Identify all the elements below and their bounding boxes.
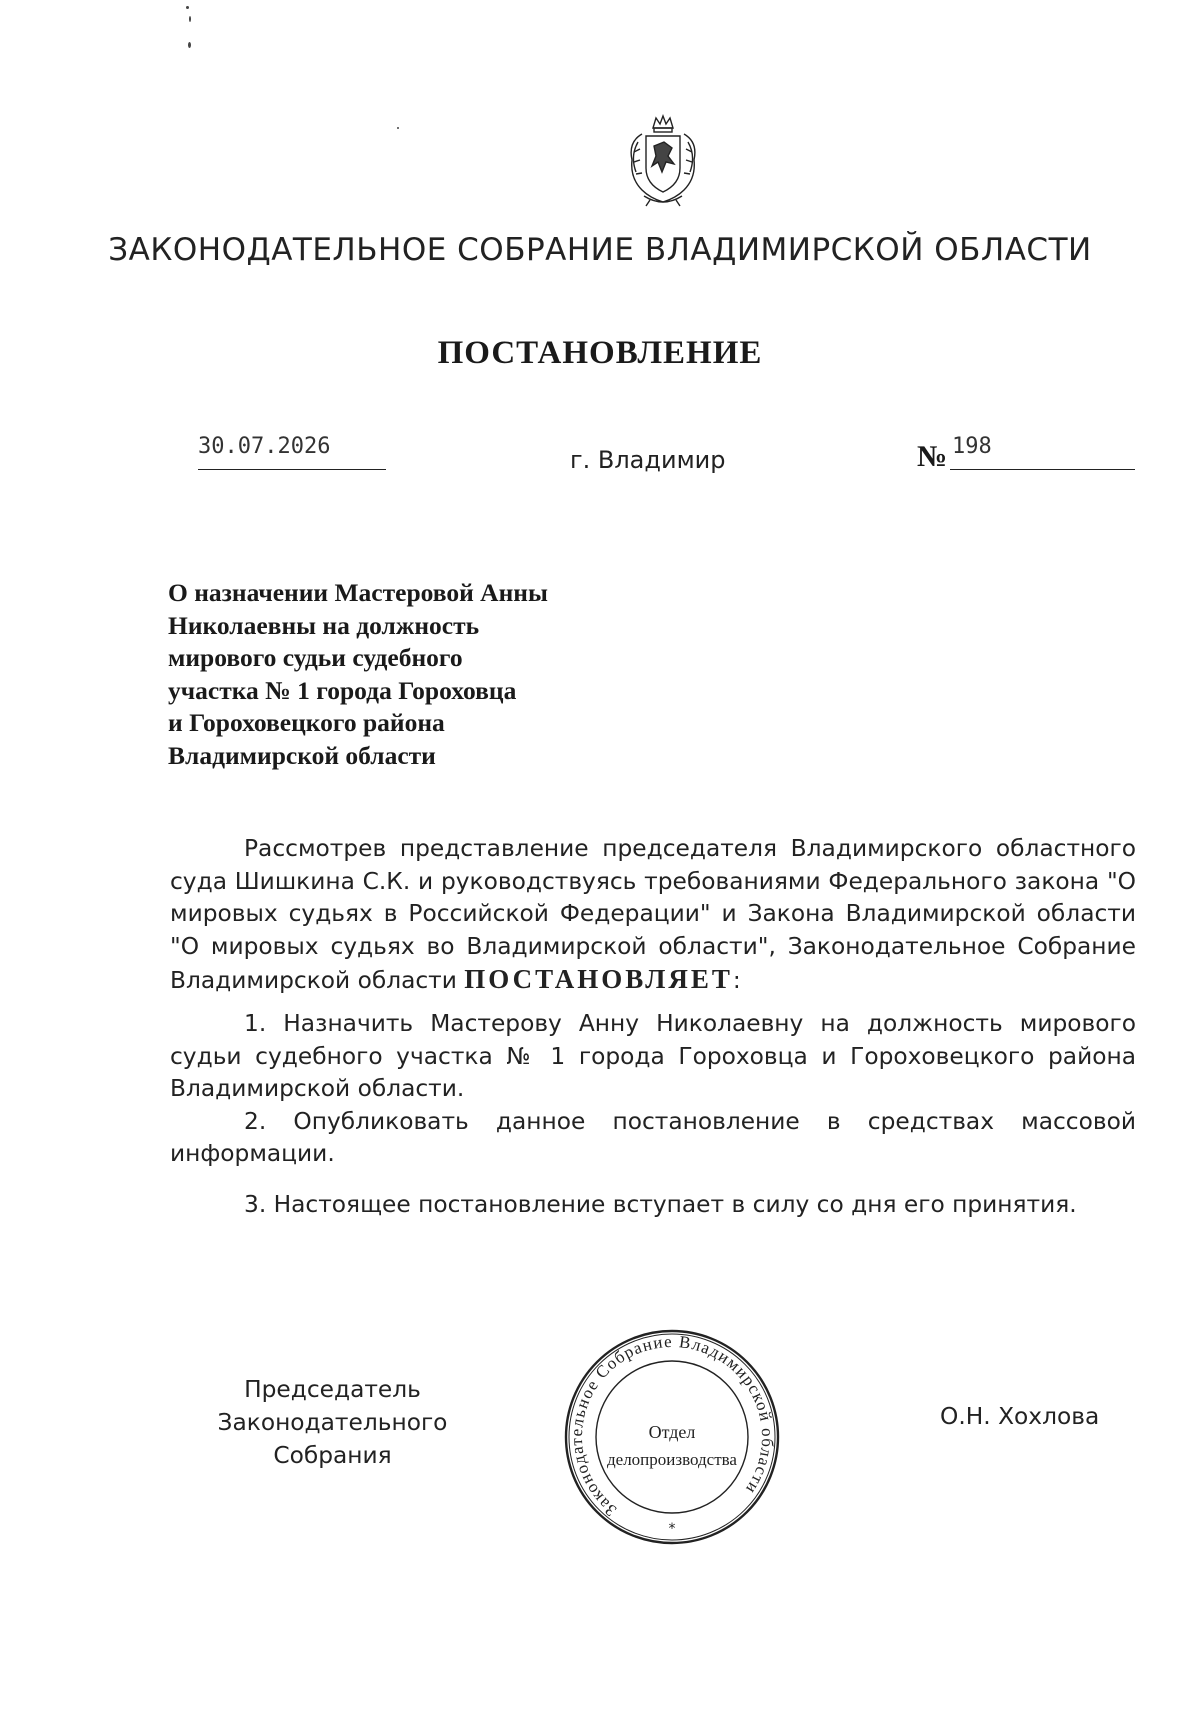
- decree-item: 3. Настоящее постановление вступает в силу со дня его принятия.: [244, 1190, 1077, 1218]
- decrees-keyword: ПОСТАНОВЛЯЕТ: [464, 964, 733, 995]
- subject-line: О назначении Мастеровой Анны: [168, 578, 548, 607]
- document-city: г. Владимир: [570, 446, 726, 474]
- scan-speck: [397, 127, 399, 129]
- stamp-ring-text: Законодательное Собрание Владимирской области: [566, 1331, 778, 1521]
- document-date: 30.07.2026: [198, 434, 331, 459]
- subject-line: и Гороховецкого района: [168, 708, 445, 738]
- scan-speck: [188, 42, 191, 48]
- signer-position-line: Председатель: [244, 1376, 421, 1403]
- document-number: 198: [952, 434, 992, 459]
- subject-line: Николаевны на должность: [168, 610, 480, 640]
- preamble-paragraph: [170, 833, 1136, 998]
- official-stamp: [560, 1325, 784, 1549]
- organization-title: ЗАКОНОДАТЕЛЬНОЕ СОБРАНИЕ ВЛАДИМИРСКОЙ ОБЛАСТИ: [108, 232, 1092, 268]
- stamp-center-line: Отдел: [648, 1422, 696, 1442]
- subject-line: мирового судьи судебного: [168, 643, 463, 673]
- scan-speck: [186, 6, 189, 9]
- preamble-text: Рассмотрев представление председателя Владимирского областного суда Шишкина С.К. и руководствуясь требованиями Федерального закона "О мировых судьях в Российской Федерации" и Закона Владимирской области "О мировых судьях во Владимирской области", Законодательное Собрание Владимирской области: [170, 835, 1136, 995]
- document-body: [170, 833, 1136, 1222]
- signer-position-line: Законодательного Собрания: [217, 1409, 448, 1469]
- document-type-heading: ПОСТАНОВЛЕНИЕ: [437, 335, 763, 371]
- signer-name: О.Н. Хохлова: [940, 1403, 1100, 1430]
- decree-item: 2. Опубликовать данное постановление в средствах массовой информации.: [170, 1107, 1136, 1168]
- coat-of-arms-emblem: [620, 112, 706, 212]
- decrees-colon: :: [732, 967, 741, 995]
- document-subject: [168, 577, 638, 773]
- signer-position: [160, 1373, 505, 1472]
- stamp-center-line: делопроизводства: [607, 1450, 737, 1469]
- scan-speck: [189, 16, 191, 22]
- decree-item: 1. Назначить Мастерову Анну Николаевну на должность мирового судьи судебного участка № 1 города Гороховца и Гороховецкого района Владимирской области.: [170, 1009, 1136, 1103]
- subject-line: Владимирской области: [168, 740, 436, 770]
- subject-line: участка № 1 города Гороховца: [168, 675, 517, 705]
- stamp-star-icon: *: [668, 1521, 676, 1537]
- number-sign: №: [917, 440, 948, 473]
